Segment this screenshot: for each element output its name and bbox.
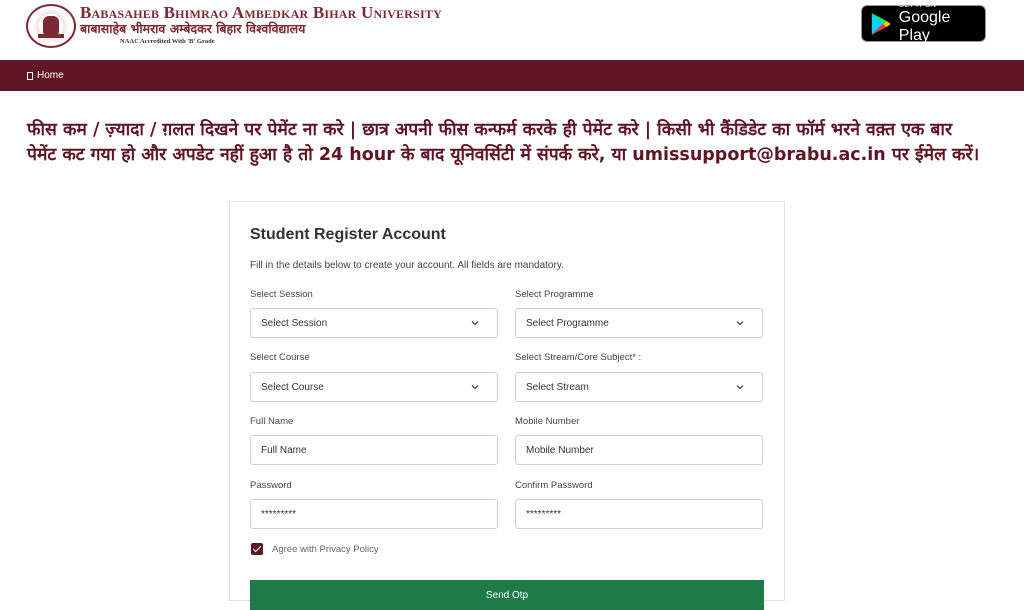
chevron-down-icon xyxy=(736,319,744,327)
accreditation-text: NAAC Accredited With 'B' Grade xyxy=(120,37,215,45)
confirm-password-input[interactable] xyxy=(526,509,762,520)
course-select[interactable] xyxy=(250,372,498,402)
confirm-password-field-wrap xyxy=(515,499,763,529)
university-logo[interactable] xyxy=(26,4,442,48)
stream-label: Select Stream/Core Subject* : xyxy=(515,352,642,363)
google-play-badge[interactable] xyxy=(861,2,986,44)
privacy-checkbox[interactable] xyxy=(251,543,263,555)
university-seal-icon xyxy=(26,4,76,48)
password-field-wrap xyxy=(250,499,498,529)
session-label: Select Session xyxy=(250,289,313,300)
university-name-hi: बाबासाहेब भीमराव अम्बेदकर बिहार विश्वविद्यालय xyxy=(80,21,306,36)
mobile-field-wrap xyxy=(515,435,763,465)
full-name-label: Full Name xyxy=(250,416,294,427)
chevron-down-icon xyxy=(471,319,479,327)
form-subtitle: Fill in the details below to create your account. All fields are mandatory. xyxy=(250,260,564,271)
google-play-icon xyxy=(870,12,892,36)
nav-home-label: Home xyxy=(37,70,64,81)
chevron-down-icon xyxy=(736,383,744,391)
university-name-en: Babasaheb Bhimrao Ambedkar Bihar University xyxy=(80,3,442,22)
send-otp-button[interactable]: Send Otp xyxy=(250,580,764,610)
session-select[interactable] xyxy=(250,308,498,338)
register-form-card xyxy=(229,201,785,601)
programme-label: Select Programme xyxy=(515,289,594,300)
nav-home-link[interactable] xyxy=(27,70,64,81)
session-select-value: Select Session xyxy=(261,317,328,329)
mobile-label: Mobile Number xyxy=(515,416,580,427)
password-input[interactable] xyxy=(261,509,497,520)
programme-select-value: Select Programme xyxy=(526,317,609,329)
home-icon xyxy=(27,72,33,80)
form-title: Student Register Account xyxy=(250,226,446,243)
site-header xyxy=(0,0,1024,60)
privacy-agree xyxy=(251,543,379,555)
full-name-input[interactable] xyxy=(261,445,497,456)
mobile-input[interactable] xyxy=(526,445,762,456)
get-it-on-text: GET IT ON xyxy=(898,2,937,10)
google-play-label: Google Play xyxy=(898,9,951,44)
stream-select-value: Select Stream xyxy=(526,381,589,393)
chevron-down-icon xyxy=(471,383,479,391)
course-select-value: Select Course xyxy=(261,381,324,393)
stream-select[interactable] xyxy=(515,372,763,402)
programme-select[interactable] xyxy=(515,308,763,338)
google-play-text xyxy=(899,2,985,44)
fee-notice: फीस कम / ज़्यादा / ग़लत दिखने पर पेमेंट ना करे | छात्र अपनी फीस कन्फर्म करके ही पेमेंट करे | किसी भी कैंडिडेट का फॉर्म भरने वक़्त एक बार पेमेंट कट गया हो और अपडेट नहीं हुआ है तो 24 hour के बाद यूनिवर्सिटी में संपर्क करे, या umissupport@brabu.ac.in पर ईमेल करें। xyxy=(27,120,980,165)
course-label: Select Course xyxy=(250,352,310,363)
main-navbar xyxy=(0,60,1024,91)
confirm-password-label: Confirm Password xyxy=(515,480,593,491)
privacy-agree-label: Agree with Privacy Policy xyxy=(272,543,379,555)
full-name-field-wrap xyxy=(250,435,498,465)
university-logo-text xyxy=(80,4,442,45)
password-label: Password xyxy=(250,480,292,491)
